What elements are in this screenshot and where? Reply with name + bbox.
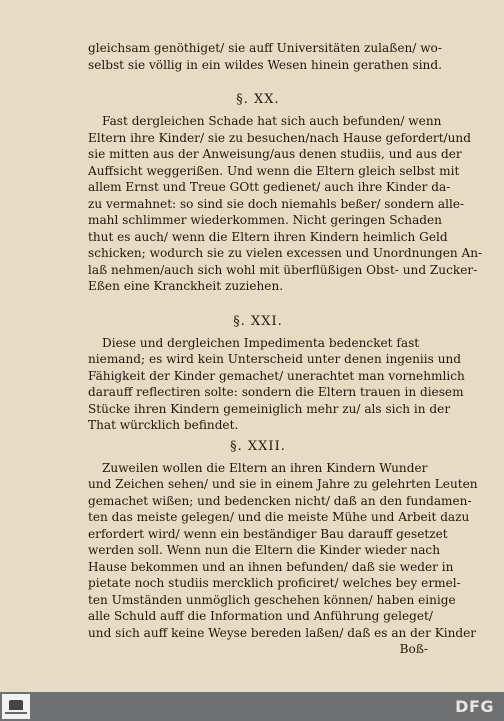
text-line: Eßen eine Kranckheit zuziehen.	[88, 279, 284, 293]
text-line: sie mitten aus der Anweisung/aus denen studiis, und aus der	[88, 147, 462, 161]
text-line: niemand; es wird kein Unterscheid unter denen ingeniis und	[88, 352, 462, 366]
text-line: mahl schlimmer wiederkommen. Nicht geringen Schaden	[88, 213, 442, 227]
text-line: laß nehmen/auch sich wohl mit überflüßigen Obst- und Zucker-	[88, 262, 478, 277]
text-line: thut es auch/ wenn die Eltern ihren Kindern heimlich Geld	[88, 229, 448, 244]
text-line: Eltern ihre Kinder/ sie zu besuchen/nach Hause gefordert/und	[88, 130, 471, 145]
text-line: gemachet wißen; und bedencken nicht/ daß an den fundamen-	[88, 493, 472, 508]
text-line: pietate noch studiis mercklich proficiret/ welches bey ermel-	[88, 576, 461, 590]
text-line: allem Ernst und Treue GOtt gedienet/ auch ihre Kinder da-	[88, 180, 451, 194]
text-line: ten das meiste gelegen/ und die meiste Mühe und Arbeit dazu	[88, 510, 470, 524]
library-logo	[2, 694, 30, 719]
catchword: Boß-	[399, 642, 428, 656]
section-heading-20: §. XX.	[236, 92, 280, 107]
text-line: Fähigkeit der Kinder gemachet/ unerachtet man vornehmlich	[88, 368, 465, 383]
viewer-footer-bar	[0, 692, 504, 721]
text-line: und sich auff keine Weyse bereden laßen/ daß es an der Kinder	[88, 625, 477, 640]
text-line: gleichsam genöthiget/ sie auff Universitäten zulaßen/ wo-	[88, 41, 442, 55]
building-icon	[9, 700, 23, 710]
section-heading-22: §. XXII.	[230, 438, 286, 454]
text-line: erfordert wird/ wenn ein beständiger Bau darauff gesetzet	[88, 526, 448, 541]
text-line: Stücke ihren Kindern gemeiniglich mehr zu/ als sich in der	[88, 401, 451, 416]
text-line: Zuweilen wollen die Eltern an ihren Kindern Wunder	[102, 460, 428, 475]
text-line: zu vermahnet: so sind sie doch niemahls beßer/ sondern alle-	[88, 196, 465, 211]
text-line: Fast dergleichen Schade hat sich auch befunden/ wenn	[102, 114, 442, 128]
dfg-logo: DFG	[455, 697, 494, 716]
text-line: werden soll. Wenn nun die Eltern die Kinder wieder nach	[88, 543, 440, 557]
text-line: ten Umständen unmöglich geschehen können/ haben einige	[88, 592, 456, 607]
text-line: Hause bekommen und an ihnen befunden/ daß sie weder in	[88, 559, 454, 574]
text-line: schicken; wodurch sie zu vielen excessen und Unordnungen An-	[88, 246, 483, 260]
text-line: Diese und dergleichen Impedimenta bedencket fast	[102, 335, 420, 350]
text-line: alle Schuld auff die Information und Anführung geleget/	[88, 609, 433, 623]
text-line: und Zeichen sehen/ und sie in einem Jahre zu gelehrten Leuten	[88, 477, 478, 491]
page-text	[88, 40, 483, 658]
text-line: darauff reflectiren solte: sondern die Eltern trauen in diesem	[88, 385, 464, 399]
text-line: That würcklich befindet.	[88, 418, 239, 432]
text-line: selbst sie völlig in ein wildes Wesen hinein gerathen sind.	[88, 57, 442, 72]
section-heading-21: §. XXI.	[233, 313, 283, 329]
text-line: Auffsicht weggerißen. Und wenn die Eltern gleich selbst mit	[88, 163, 460, 178]
